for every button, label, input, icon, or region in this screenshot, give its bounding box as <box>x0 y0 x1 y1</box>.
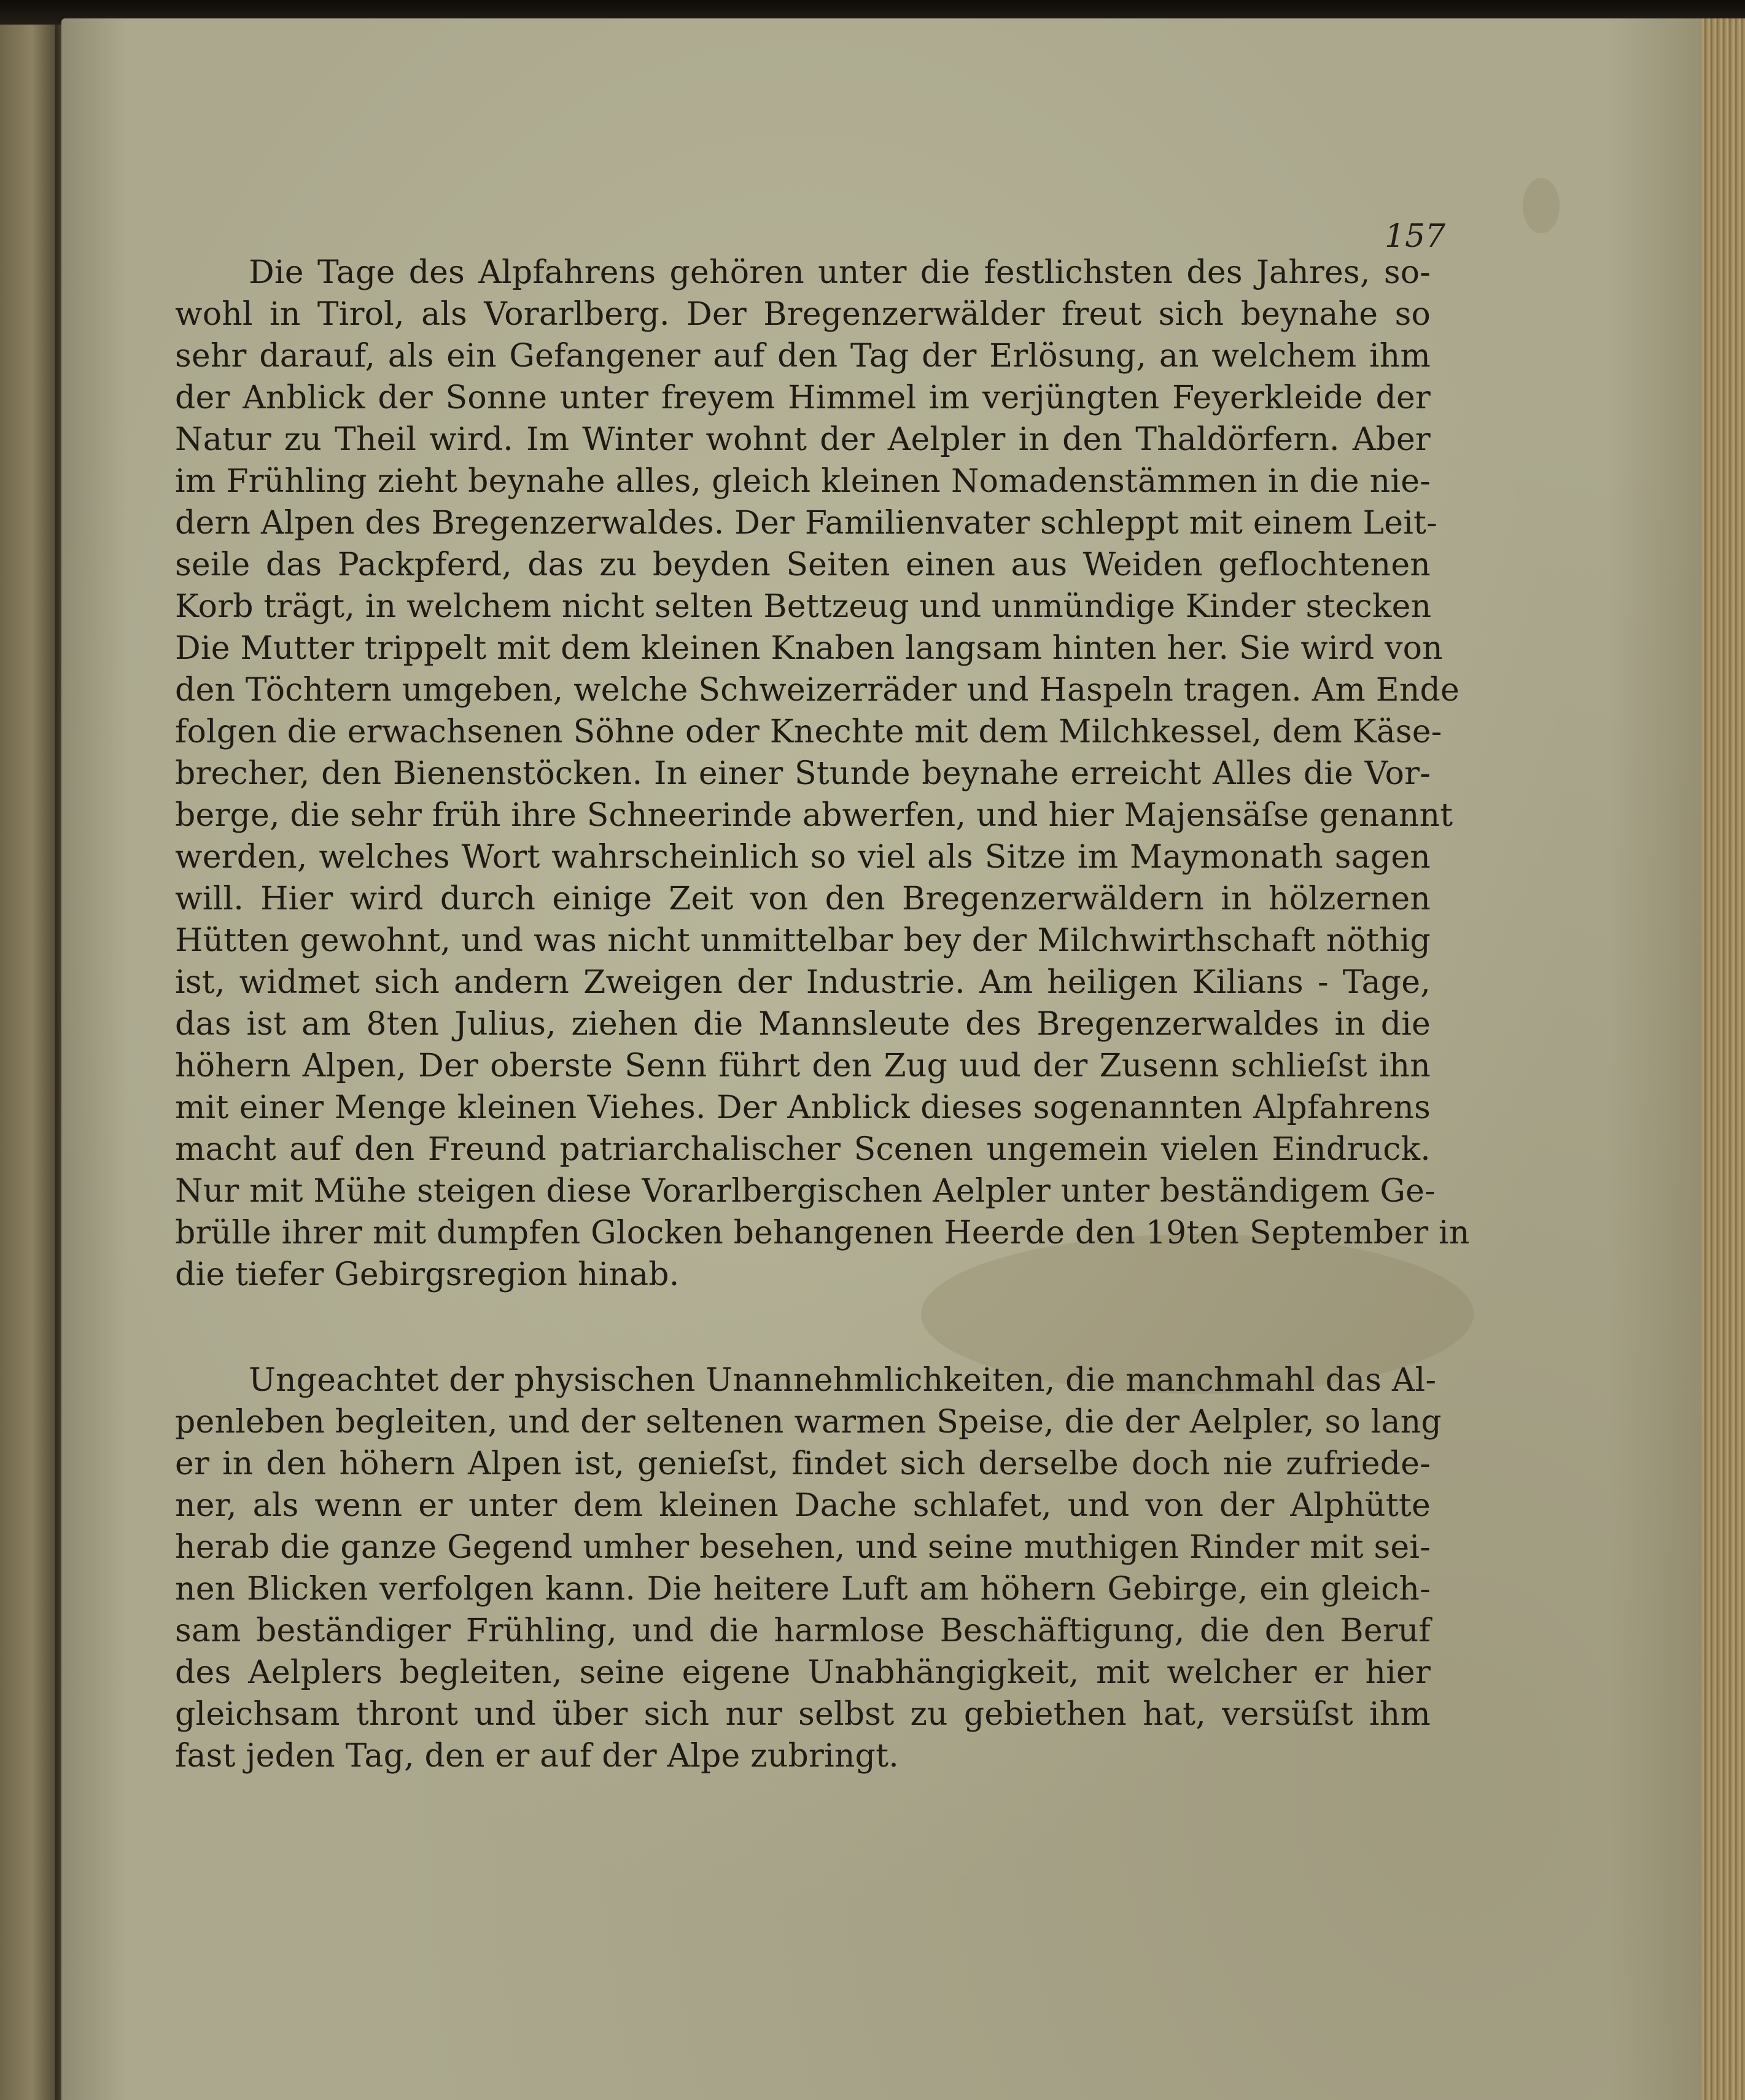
text-line: ist, widmet sich andern Zweigen der Industrie. Am heiligen Kilians - Tage, <box>175 964 1431 1001</box>
text-line: Natur zu Theil wird. Im Winter wohnt der Aelpler in den Thaldörfern. Aber <box>175 421 1431 458</box>
page-number: 157 <box>1385 218 1446 255</box>
text-line: sam beständiger Frühling, und die harmlose Beschäftigung, die den Beruf <box>175 1612 1431 1649</box>
text-line: macht auf den Freund patriarchalischer Scenen ungemein vielen Eindruck. <box>175 1131 1431 1168</box>
text-line: folgen die erwachsenen Söhne oder Knechte mit dem Milchkessel, dem Käse- <box>175 714 1442 750</box>
text-line: des Aelplers begleiten, seine eigene Unabhängigkeit, mit welcher er hier <box>175 1654 1431 1691</box>
text-line: brecher, den Bienenstöcken. In einer Stunde beynahe erreicht Alles die Vor- <box>175 755 1431 792</box>
text-line: herab die ganze Gegend umher besehen, und seine muthigen Rinder mit sei- <box>175 1529 1431 1566</box>
text-line: höhern Alpen, Der oberste Senn führt den Zug uud der Zusenn schlieſst ihn <box>175 1048 1431 1084</box>
text-line: will. Hier wird durch einige Zeit von den Bregenzerwäldern in hölzernen <box>175 881 1431 917</box>
text-line: Nur mit Mühe steigen diese Vorarlbergischen Aelpler unter beständigem Ge- <box>175 1173 1436 1210</box>
paragraph-alpenleben <box>175 1359 1442 1777</box>
text-line: im Frühling zieht beynahe alles, gleich kleinen Nomadenstämmen in die nie- <box>175 463 1431 500</box>
text-line: sehr darauf, als ein Gefangener auf den Tag der Erlösung, an welchem ihm <box>175 338 1431 375</box>
text-line: brülle ihrer mit dumpfen Glocken behangenen Heerde den 19ten September in <box>175 1215 1470 1251</box>
body-text <box>175 252 1470 1777</box>
text-line: Hütten gewohnt, und was nicht unmittelbar bey der Milchwirthschaft nöthig <box>175 922 1431 959</box>
text-line: nen Blicken verfolgen kann. Die heitere Luft am höhern Gebirge, ein gleich- <box>175 1571 1431 1608</box>
text-line: die tiefer Gebirgsregion hinab. <box>175 1256 680 1293</box>
text-line: das ist am 8ten Julius, ziehen die Mannsleute des Bregenzerwaldes in die <box>175 1006 1431 1043</box>
text-line: penleben begleiten, und der seltenen warmen Speise, die der Aelpler, so lang <box>175 1404 1442 1441</box>
text-line: fast jeden Tag, den er auf der Alpe zubringt. <box>175 1738 899 1775</box>
text-line: Korb trägt, in welchem nicht selten Bettzeug und unmündige Kinder stecken <box>175 588 1432 625</box>
text-line: berge, die sehr früh ihre Schneerinde abwerfen, und hier Majensäſse genannt <box>175 797 1453 834</box>
text-line: den Töchtern umgeben, welche Schweizerräder und Haspeln tragen. Am Ende <box>175 672 1460 709</box>
page-fore-edge <box>1701 18 1745 2100</box>
text-line: der Anblick der Sonne unter freyem Himmel im verjüngten Feyerkleide der <box>175 379 1431 416</box>
paragraph-alpfahren <box>175 252 1470 1296</box>
text-line: wohl in Tirol, als Vorarlberg. Der Bregenzerwälder freut sich beynahe so <box>175 296 1431 333</box>
text-line: mit einer Menge kleinen Viehes. Der Anblick dieses sogenannten Alpfahrens <box>175 1089 1431 1126</box>
text-line: seile das Packpferd, das zu beyden Seiten einen aus Weiden geflochtenen <box>175 546 1431 583</box>
text-line: dern Alpen des Bregenzerwaldes. Der Familienvater schleppt mit einem Leit- <box>175 505 1437 542</box>
paper-stain <box>1523 178 1560 233</box>
text-line: er in den höhern Alpen ist, genieſst, findet sich derselbe doch nie zufriede- <box>175 1445 1431 1482</box>
text-line: Die Tage des Alpfahrens gehören unter die festlichsten des Jahres, so- <box>249 254 1431 291</box>
text-line: Die Mutter trippelt mit dem kleinen Knaben langsam hinten her. Sie wird von <box>175 630 1443 667</box>
text-line: ner, als wenn er unter dem kleinen Dache schlafet, und von der Alphütte <box>175 1487 1431 1524</box>
facing-page-edge <box>0 25 58 2100</box>
text-line: werden, welches Wort wahrscheinlich so viel als Sitze im Maymonath sagen <box>175 839 1431 876</box>
text-line: gleichsam thront und über sich nur selbst zu gebiethen hat, versüſst ihm <box>175 1696 1431 1733</box>
text-line: Ungeachtet der physischen Unannehmlichkeiten, die manchmahl das Al- <box>249 1362 1437 1399</box>
